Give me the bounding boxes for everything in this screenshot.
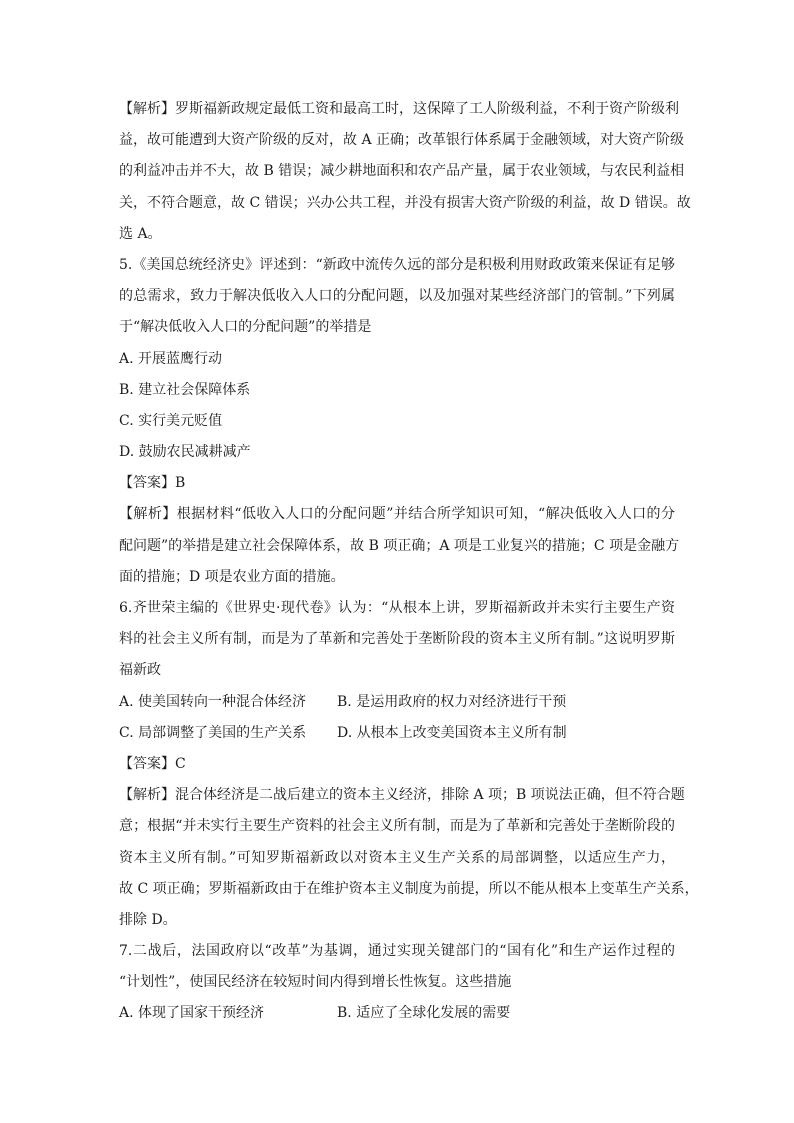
question-5-option-c: C. 实行美元贬值 [119,412,223,429]
question-6-option-a: A. 使美国转向一种混合体经济 [119,693,307,710]
question-5-option-b: B. 建立社会保障体系 [119,381,251,398]
question-6-line-1: 6.齐世荣主编的《世界史·现代卷》认为：“从根本上讲，罗斯福新政并未实行主要生产资 [119,600,675,616]
question-6-options-row-2 [119,718,675,749]
question-5-option-d: D. 鼓励农民减耕减产 [119,444,251,461]
analysis-q4-line-2: 益，故可能遭到大资产阶级的反对，故 A 正确；改革银行体系属于金融领域，对大资产阶级 [119,132,685,149]
analysis-q6-line-4: 故 C 项正确；罗斯福新政由于在维护资本主义制度为前提，所以不能从根本上变革生产关系， [119,880,699,897]
question-7-option-b: B. 适应了全球化发展的需要 [337,1005,511,1022]
document-page [119,94,699,1030]
question-5-option-a: A. 开展蓝鹰行动 [119,350,223,367]
question-7-option-a: A. 体现了国家干预经济 [119,1005,265,1022]
analysis-q6-line-5: 排除 D。 [119,911,177,928]
analysis-q6-line-2: 意；根据“并未实行主要生产资料的社会主义所有制，而是为了革新和完善处于垄断阶段的 [119,818,675,835]
question-6-option-c: C. 局部调整了美国的生产关系 [119,724,307,741]
analysis-q4-line-1: 【解析】罗斯福新政规定最低工资和最高工时，这保障了工人阶级利益，不利于资产阶级利 [119,101,679,117]
question-6-option-d: D. 从根本上改变美国资本主义所有制 [337,724,567,741]
question-6-option-b: B. 是运用政府的权力对经济进行干预 [337,693,567,710]
question-7-line-2: “计划性”，使国民经济在较短时间内得到增长性恢复。这些措施 [119,974,512,991]
analysis-q5-line-1: 【解析】根据材料“低收入人口的分配问题”并结合所学知识可知，“解决低收入人口的分 [119,506,675,523]
answer-q6: 【答案】C [119,755,186,772]
question-5-line-3: 于“解决低收入人口的分配问题”的举措是 [119,319,372,336]
question-6-line-3: 福新政 [119,662,161,679]
analysis-q5-line-3: 面的措施；D 项是农业方面的措施。 [119,568,345,585]
analysis-q4-line-3: 的利益冲击并不大，故 B 错误；减少耕地面积和农产品产量，属于农业领域，与农民利益相 [119,163,685,180]
question-7-options-row-1 [119,998,675,1029]
analysis-q6-line-1: 【解析】混合体经济是二战后建立的资本主义经济，排除 A 项；B 项说法正确，但不符合题 [119,787,685,804]
question-7-line-1: 7.二战后，法国政府以“改革”为基调，通过实现关键部门的“国有化”和生产运作过程的 [119,943,675,960]
analysis-q4-line-5: 选 A。 [119,225,162,242]
analysis-q5-line-2: 配问题”的举措是建立社会保障体系，故 B 项正确；A 项是工业复兴的措施；C 项是金融方 [119,537,680,554]
analysis-q6-line-3: 资本主义所有制。”可知罗斯福新政以对资本主义生产关系的局部调整，以适应生产力， [119,849,675,866]
question-5-line-2: 的总需求，致力于解决低收入人口的分配问题，以及加强对某些经济部门的管制。”下列属 [119,288,675,305]
question-5-line-1: 5.《美国总统经济史》评述到：“新政中流传久远的部分是积极利用财政政策来保证有足够 [119,256,675,273]
analysis-q4-line-4: 关，不符合题意，故 C 错误；兴办公共工程，并没有损害大资产阶级的利益，故 D 错误。故 [119,194,691,211]
question-6-line-2: 料的社会主义所有制，而是为了革新和完善处于垄断阶段的资本主义所有制。”这说明罗斯 [119,631,675,648]
answer-q5: 【答案】B [119,475,186,492]
question-6-options-row-1 [119,687,675,718]
